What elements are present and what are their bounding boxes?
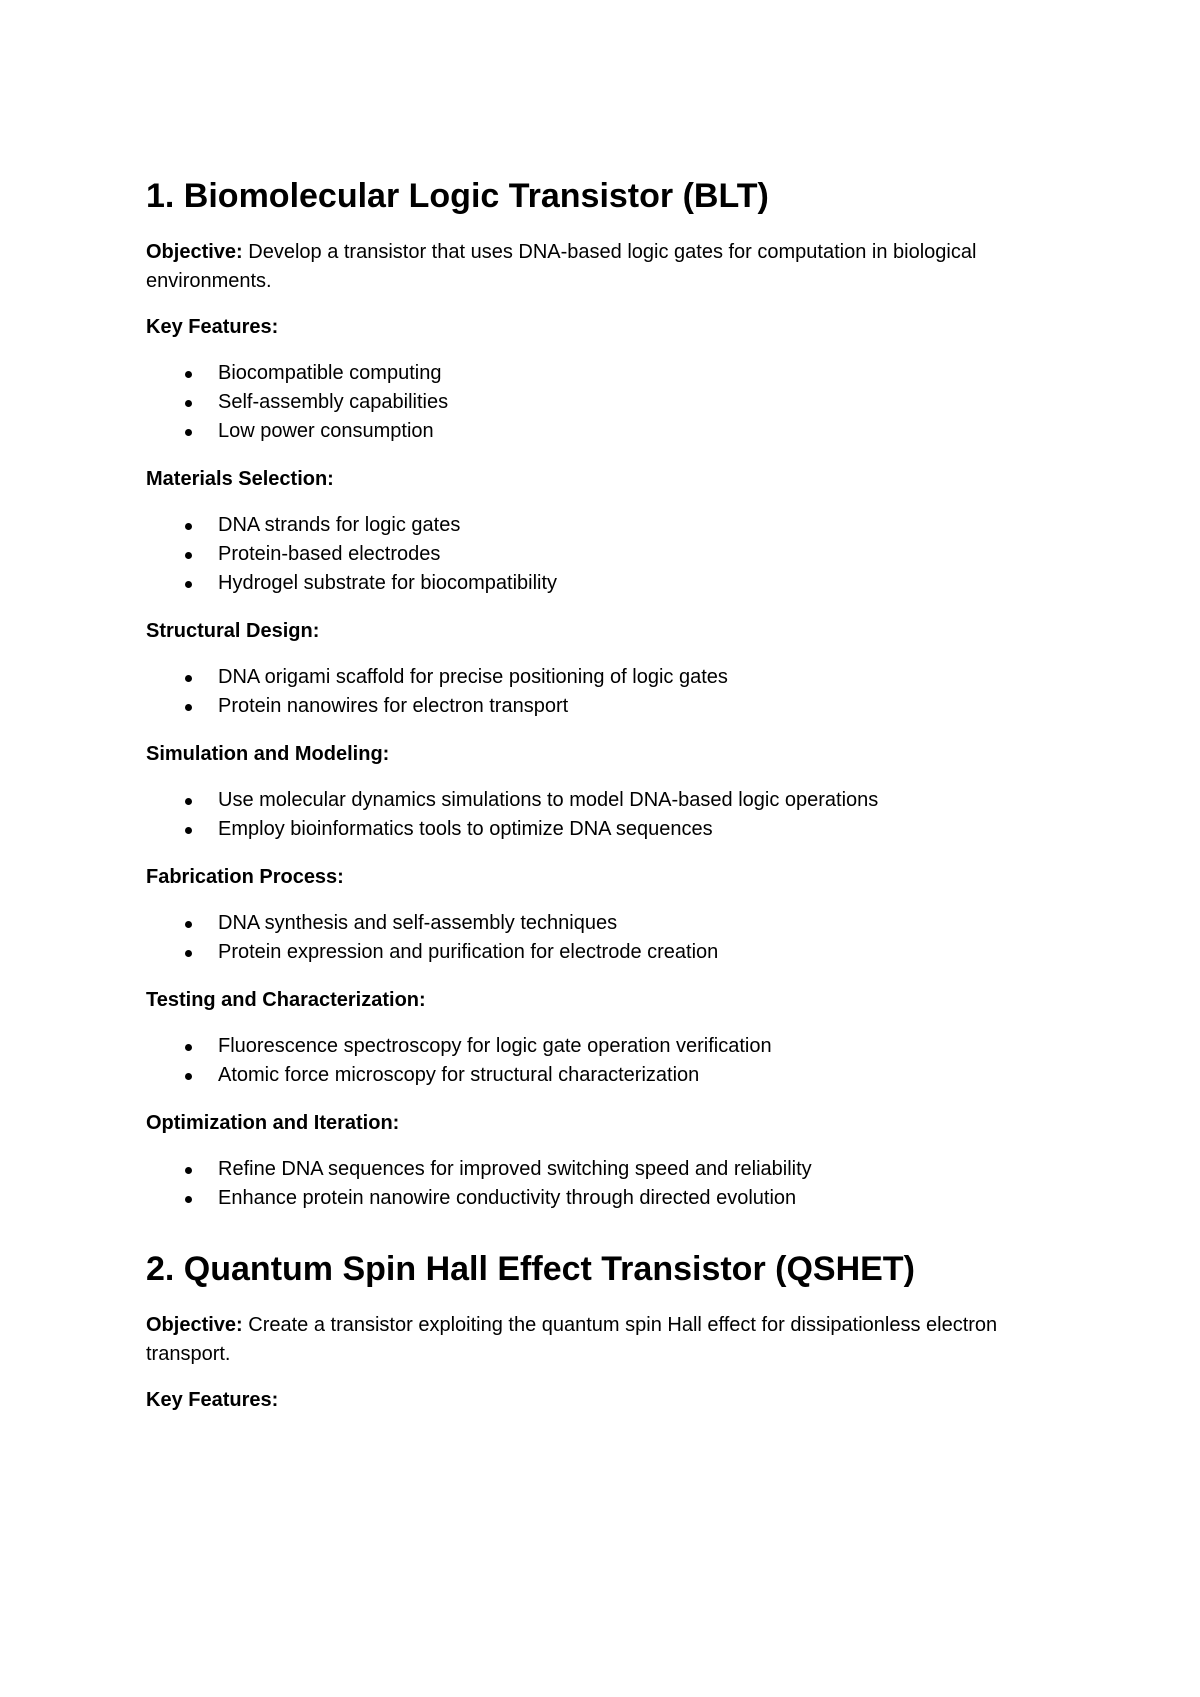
list-item: Enhance protein nanowire conductivity through directed evolution xyxy=(146,1184,1046,1213)
objective-text: Develop a transistor that uses DNA-based logic gates for computation in biological environments. xyxy=(146,241,977,292)
bullet-list xyxy=(146,359,1046,446)
bullet-icon xyxy=(185,523,192,530)
objective-text: Create a transistor exploiting the quantum spin Hall effect for dissipationless electron transport. xyxy=(146,1314,998,1365)
group-label: Key Features: xyxy=(146,1389,279,1411)
list-item: Protein-based electrodes xyxy=(146,540,1046,569)
bullet-list xyxy=(146,663,1046,721)
document-page xyxy=(146,176,1046,1432)
bullet-icon xyxy=(185,675,192,682)
objective-paragraph xyxy=(146,238,1046,296)
bullet-list xyxy=(146,786,1046,844)
section-title: 2. Quantum Spin Hall Effect Transistor (QSHET) xyxy=(146,1250,915,1288)
list-item: Low power consumption xyxy=(146,417,1046,446)
list-item: Use molecular dynamics simulations to model DNA-based logic operations xyxy=(146,786,1046,815)
list-item: Biocompatible computing xyxy=(146,359,1046,388)
bullet-icon xyxy=(185,1073,192,1080)
bullet-icon xyxy=(185,798,192,805)
list-item: Hydrogel substrate for biocompatibility xyxy=(146,569,1046,598)
group-label: Optimization and Iteration: xyxy=(146,1112,400,1134)
bullet-icon xyxy=(185,921,192,928)
bullet-icon xyxy=(185,704,192,711)
bullet-list xyxy=(146,1032,1046,1090)
list-item: Self-assembly capabilities xyxy=(146,388,1046,417)
bullet-icon xyxy=(185,371,192,378)
group-label: Fabrication Process: xyxy=(146,866,344,888)
list-item: Protein expression and purification for electrode creation xyxy=(146,938,1046,967)
section-title: 1. Biomolecular Logic Transistor (BLT) xyxy=(146,177,769,215)
objective-paragraph xyxy=(146,1311,1046,1369)
list-item: Atomic force microscopy for structural characterization xyxy=(146,1061,1046,1090)
group-label: Testing and Characterization: xyxy=(146,989,426,1011)
list-item: Protein nanowires for electron transport xyxy=(146,692,1046,721)
bullet-icon xyxy=(185,1196,192,1203)
bullet-list xyxy=(146,511,1046,598)
bullet-icon xyxy=(185,827,192,834)
bullet-icon xyxy=(185,1167,192,1174)
bullet-icon xyxy=(185,1044,192,1051)
bullet-icon xyxy=(185,950,192,957)
bullet-list xyxy=(146,909,1046,967)
group-label: Materials Selection: xyxy=(146,468,334,490)
list-item: Employ bioinformatics tools to optimize DNA sequences xyxy=(146,815,1046,844)
list-item: Fluorescence spectroscopy for logic gate operation verification xyxy=(146,1032,1046,1061)
list-item: Refine DNA sequences for improved switching speed and reliability xyxy=(146,1155,1046,1184)
bullet-icon xyxy=(185,429,192,436)
objective-label: Objective: xyxy=(146,241,243,263)
list-item: DNA origami scaffold for precise positioning of logic gates xyxy=(146,663,1046,692)
group-label: Key Features: xyxy=(146,316,279,338)
objective-label: Objective: xyxy=(146,1314,243,1336)
bullet-icon xyxy=(185,400,192,407)
bullet-icon xyxy=(185,581,192,588)
group-label: Structural Design: xyxy=(146,620,320,642)
bullet-list xyxy=(146,1155,1046,1213)
list-item: DNA strands for logic gates xyxy=(146,511,1046,540)
group-label: Simulation and Modeling: xyxy=(146,743,390,765)
list-item: DNA synthesis and self-assembly techniques xyxy=(146,909,1046,938)
bullet-icon xyxy=(185,552,192,559)
